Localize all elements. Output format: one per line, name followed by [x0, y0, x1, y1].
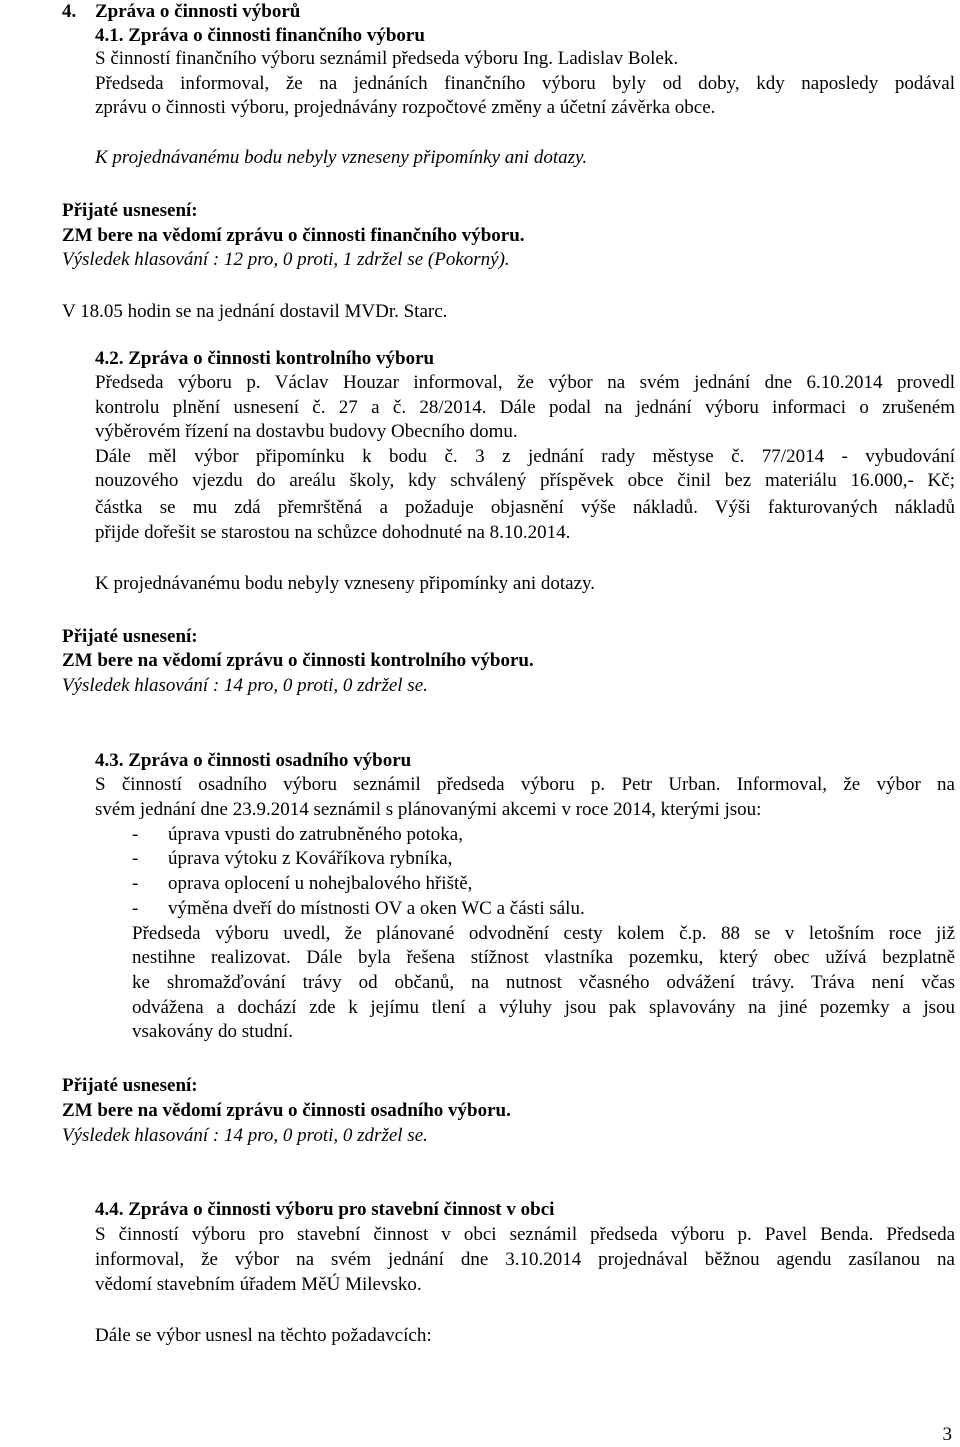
followup-line: Dále se výbor usnesl na těchto požadavcích:	[95, 1325, 432, 1346]
resolution-label: Přijaté usnesení:	[62, 1075, 198, 1096]
list-item-text: úprava výtoku z Kováříkova rybníka,	[168, 848, 453, 869]
paragraph-line: vědomí stavebním úřadem MěÚ Milevsko.	[95, 1274, 422, 1295]
paragraph-line: Předseda výboru p. Václav Houzar informoval, že výbor na svém jednání dne 6.10.2014 provedl	[95, 372, 955, 393]
list-item-text: oprava oplocení u nohejbalového hřiště,	[168, 873, 473, 894]
page-number: 3	[942, 1424, 952, 1445]
chapter-number: 4.	[62, 1, 77, 22]
bullet-dash: -	[132, 873, 139, 894]
vote-result: Výsledek hlasování : 12 pro, 0 proti, 1 zdržel se (Pokorný).	[62, 249, 510, 270]
paragraph-line: S činností finančního výboru seznámil předseda výboru Ing. Ladislav Bolek.	[95, 48, 679, 69]
paragraph-line: ke shromažďování trávy od občanů, na nutnost včasného odvážení trávy. Tráva není včas	[132, 972, 955, 993]
paragraph-line: S činností výboru pro stavební činnost v obci seznámil předseda výboru p. Pavel Benda. Předseda	[95, 1224, 955, 1245]
arrival-note: V 18.05 hodin se na jednání dostavil MVDr. Starc.	[62, 301, 448, 322]
no-comments-note: K projednávanému bodu nebyly vzneseny připomínky ani dotazy.	[95, 573, 596, 594]
paragraph-line: Předseda výboru uvedl, že plánované odvodnění cesty kolem č.p. 88 se v letošním roce již	[132, 923, 955, 944]
paragraph-line: S činností osadního výboru seznámil předseda výboru p. Petr Urban. Informoval, že výbor na	[95, 774, 955, 795]
paragraph-line: přijde dořešit se starostou na schůzce dohodnuté na 8.10.2014.	[95, 522, 571, 543]
paragraph-line: odvážena a dochází zde k jejímu tlení a výluhy jsou pak splavovány na jiné pozemky a jsou	[132, 997, 955, 1018]
section-title-osadni: 4.3. Zpráva o činnosti osadního výboru	[95, 750, 412, 771]
paragraph-line: Dále měl výbor připomínku k bodu č. 3 z jednání rady městyse č. 77/2014 - vybudování	[95, 446, 955, 467]
section-title-kontrolni: 4.2. Zpráva o činnosti kontrolního výboru	[95, 348, 435, 369]
chapter-title: Zpráva o činnosti výborů	[95, 1, 301, 22]
paragraph-line: nestihne realizovat. Dále byla řešena stížnost vlastníka pozemku, který obec užívá bezplatně	[132, 947, 955, 968]
section-title-stavebni: 4.4. Zpráva o činnosti výboru pro stavební činnost v obci	[95, 1199, 555, 1220]
resolution-text: ZM bere na vědomí zprávu o činnosti kontrolního výboru.	[62, 650, 534, 671]
vote-result: Výsledek hlasování : 14 pro, 0 proti, 0 zdržel se.	[62, 1125, 428, 1146]
vote-result: Výsledek hlasování : 14 pro, 0 proti, 0 zdržel se.	[62, 675, 428, 696]
paragraph-line: svém jednání dne 23.9.2014 seznámil s plánovanými akcemi v roce 2014, kterými jsou:	[95, 799, 762, 820]
section-title-financni: 4.1. Zpráva o činnosti finančního výboru	[95, 25, 425, 46]
paragraph-line: vsakovány do studní.	[132, 1021, 293, 1042]
no-comments-note: K projednávanému bodu nebyly vzneseny připomínky ani dotazy.	[95, 147, 588, 168]
paragraph-line: částka se mu zdá přemrštěná a požaduje objasnění výše nákladů. Výši fakturovaných nákladů	[95, 497, 955, 518]
bullet-dash: -	[132, 824, 139, 845]
paragraph-line: Předseda informoval, že na jednáních finančního výboru byly od doby, kdy naposledy podával	[95, 73, 955, 94]
resolution-label: Přijaté usnesení:	[62, 626, 198, 647]
resolution-label: Přijaté usnesení:	[62, 200, 198, 221]
list-item-text: výměna dveří do místnosti OV a oken WC a části sálu.	[168, 898, 585, 919]
paragraph-line: nouzového vjezdu do areálu školy, kdy schválený příspěvek obce činil bez materiálu 16.000,- Kč;	[95, 470, 955, 491]
paragraph-line: zprávu o činnosti výboru, projednávány rozpočtové změny a účetní závěrka obce.	[95, 97, 716, 118]
paragraph-line: informoval, že výbor na svém jednání dne 3.10.2014 projednával běžnou agendu zasílanou na	[95, 1249, 955, 1270]
bullet-dash: -	[132, 848, 139, 869]
resolution-text: ZM bere na vědomí zprávu o činnosti finančního výboru.	[62, 225, 525, 246]
bullet-dash: -	[132, 898, 139, 919]
paragraph-line: výběrovém řízení na dostavbu budovy Obecního domu.	[95, 421, 518, 442]
list-item-text: úprava vpusti do zatrubněného potoka,	[168, 824, 463, 845]
paragraph-line: kontrolu plnění usnesení č. 27 a č. 28/2014. Dále podal na jednání výboru informaci o zrušeném	[95, 397, 955, 418]
resolution-text: ZM bere na vědomí zprávu o činnosti osadního výboru.	[62, 1100, 511, 1121]
